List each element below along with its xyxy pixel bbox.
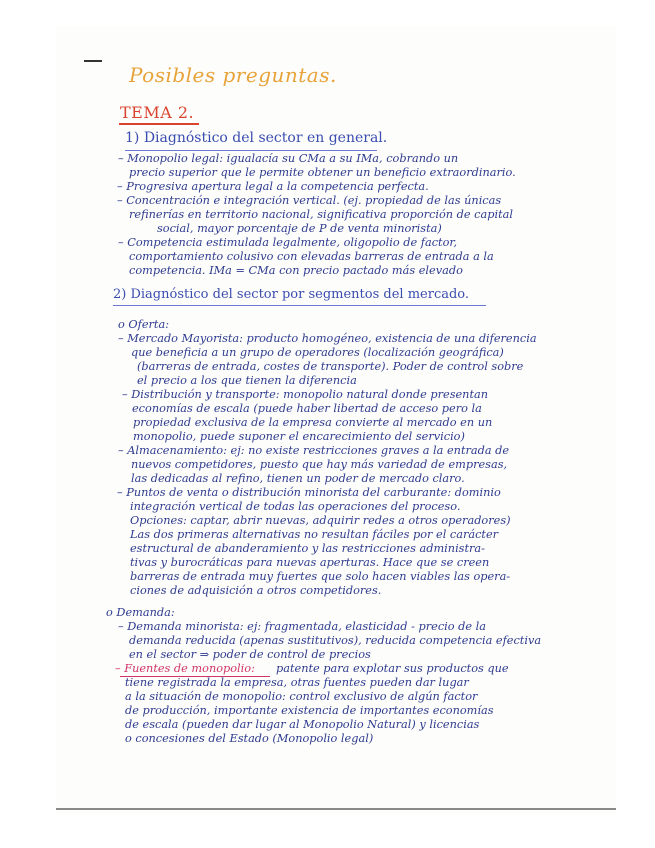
note-line: – Mercado Mayorista: producto homogéneo, existencia de una diferencia	[118, 332, 537, 345]
note-line: refinerías en territorio nacional, significativa proporción de capital	[129, 208, 513, 221]
section-1-heading: 1) Diagnóstico del sector en general.	[125, 130, 388, 146]
note-line: – Progresiva apertura legal a la competencia perfecta.	[117, 180, 429, 193]
note-line: competencia. IMa = CMa con precio pactado más elevado	[129, 264, 463, 277]
note-line: estructural de abanderamiento y las restricciones administra-	[130, 542, 485, 555]
oferta-label: o Oferta:	[118, 318, 170, 331]
note-line: – Monopolio legal: igualacía su CMa a su IMa, cobrando un	[118, 152, 459, 165]
note-line: de escala (pueden dar lugar al Monopolio Natural) y licencias	[125, 718, 480, 731]
note-line: tiene registrada la empresa, otras fuentes pueden dar lugar	[125, 676, 469, 689]
note-line: patente para explotar sus productos que	[276, 662, 509, 675]
note-line: en el sector ⇒ poder de control de precios	[129, 648, 371, 661]
note-line: tivas y burocráticas para nuevas aperturas. Hace que se creen	[130, 556, 490, 569]
note-line: – Distribución y transporte: monopolio natural donde presentan	[122, 388, 489, 401]
note-line: comportamiento colusivo con elevadas barreras de entrada a la	[129, 250, 494, 263]
note-line: demanda reducida (apenas sustitutivos), reducida competencia efectiva	[129, 634, 542, 647]
demanda-label: o Demanda:	[106, 606, 175, 619]
note-line: social, mayor porcentaje de P de venta minorista)	[157, 222, 442, 235]
note-line: – Demanda minorista: ej: fragmentada, elasticidad - precio de la	[118, 620, 487, 633]
note-line: Opciones: captar, abrir nuevas, adquirir redes a otros operadores)	[130, 514, 511, 527]
note-line: precio superior que le permite obtener un beneficio extraordinario.	[129, 166, 516, 179]
note-line: Las dos primeras alternativas no resultan fáciles por el carácter	[130, 528, 499, 541]
note-line: monopolio, puede suponer el encarecimiento del servicio)	[133, 430, 465, 443]
note-line: o concesiones del Estado (Monopolio legal)	[125, 732, 374, 745]
note-line: nuevos competidores, puesto que hay más variedad de empresas,	[131, 458, 508, 471]
section-1-underline	[125, 150, 377, 151]
note-line: integración vertical de todas las operaciones del proceso.	[130, 500, 461, 513]
note-line: de producción, importante existencia de importantes economías	[125, 704, 494, 717]
margin-dash	[84, 60, 102, 62]
page-edge	[56, 808, 616, 810]
fuentes-label: – Fuentes de monopolio:	[115, 662, 255, 675]
note-line: – Almacenamiento: ej: no existe restricciones graves a la entrada de	[118, 444, 510, 457]
note-line: – Concentración e integración vertical. (ej. propiedad de las únicas	[117, 194, 502, 207]
note-line: propiedad exclusiva de la empresa convierte al mercado en un	[133, 416, 493, 429]
note-line: el precio a los que tienen la diferencia	[137, 374, 357, 387]
tema-heading: TEMA 2.	[120, 103, 195, 122]
section-2-underline	[113, 305, 486, 306]
note-line: – Competencia estimulada legalmente, oligopolio de factor,	[118, 236, 458, 249]
note-line: – Puntos de venta o distribución minorista del carburante: dominio	[117, 486, 501, 499]
note-line: (barreras de entrada, costes de transporte). Poder de control sobre	[137, 360, 524, 373]
note-line: economías de escala (puede haber libertad de acceso pero la	[132, 402, 482, 415]
tema-underline	[119, 123, 199, 125]
note-line: las dedicadas al refino, tienen un poder de mercado claro.	[131, 472, 465, 485]
section-2-heading: 2) Diagnóstico del sector por segmentos del mercado.	[113, 287, 470, 302]
note-line: que beneficia a un grupo de operadores (localización geográfica)	[131, 346, 504, 359]
note-line: a la situación de monopolio: control exclusivo de algún factor	[125, 690, 478, 703]
note-line: ciones de adquisición a otros competidores.	[130, 584, 382, 597]
page-title: Posibles preguntas.	[129, 63, 337, 87]
note-line: barreras de entrada muy fuertes que solo hacen viables las opera-	[130, 570, 511, 583]
